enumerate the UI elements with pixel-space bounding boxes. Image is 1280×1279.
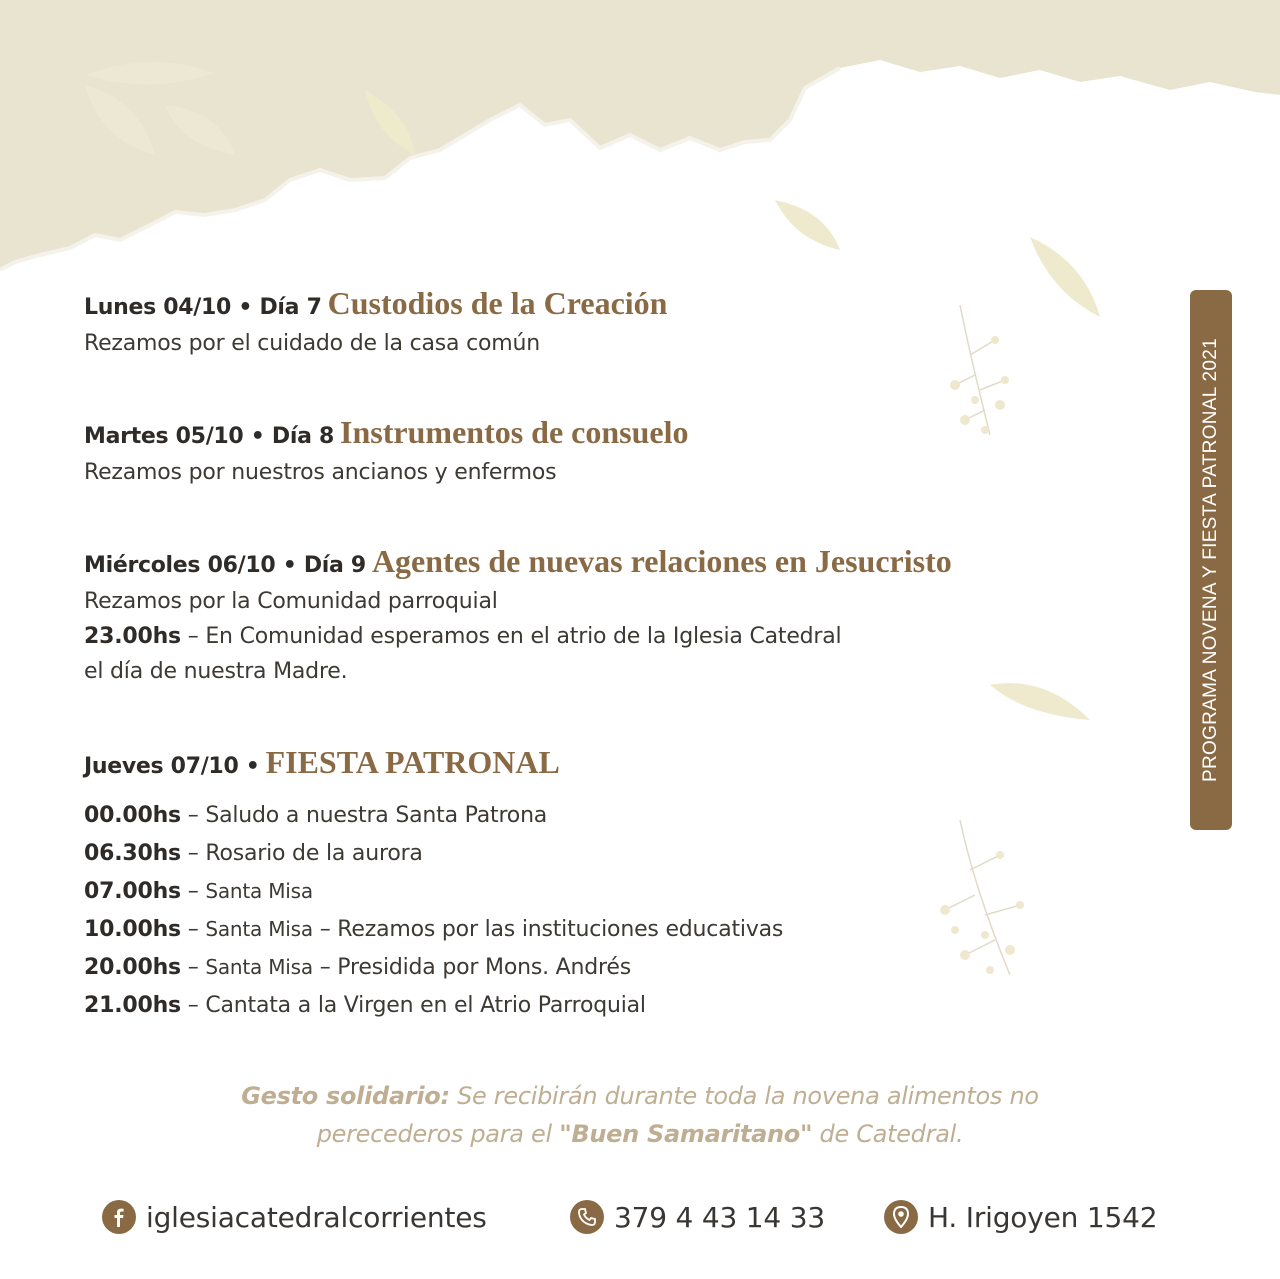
schedule-text: Saludo a nuestra Santa Patrona <box>205 803 548 828</box>
fiesta-title: FIESTA PATRONAL <box>265 744 560 780</box>
day-block-7 <box>84 287 667 355</box>
schedule-mass: Santa Misa <box>205 917 313 941</box>
gesto-solidario-note <box>0 1077 1280 1153</box>
gesto-text: de Catedral. <box>812 1120 964 1148</box>
phone-contact[interactable] <box>570 1196 825 1238</box>
fiesta-schedule <box>84 803 783 1031</box>
event-text: – En Comunidad esperamos en el atrio de la Iglesia Catedral <box>180 624 842 649</box>
leaf-decoration-icon <box>160 100 240 160</box>
address-contact[interactable] <box>884 1196 1157 1238</box>
day-theme: Instrumentos de consuelo <box>340 414 689 450</box>
schedule-time: 07.00hs <box>84 879 181 904</box>
facebook-handle: iglesiacatedralcorrientes <box>146 1200 487 1234</box>
schedule-row <box>84 955 783 993</box>
footer-contacts <box>0 1196 1280 1238</box>
gesto-line-1 <box>0 1077 1280 1115</box>
event-line <box>84 626 952 648</box>
schedule-row <box>84 879 783 917</box>
side-title-tab <box>1190 290 1232 830</box>
schedule-separator: – <box>180 879 206 904</box>
day-block-8 <box>84 416 689 484</box>
leaf-decoration-icon <box>80 80 160 160</box>
schedule-mass: Santa Misa <box>205 955 313 979</box>
schedule-time: 21.00hs <box>84 993 181 1018</box>
day-theme: Custodios de la Creación <box>327 285 668 321</box>
schedule-text: Rosario de la aurora <box>205 841 423 866</box>
schedule-row <box>84 803 783 841</box>
day-block-9 <box>84 545 952 683</box>
day-label: Miércoles 06/10 • Día 9 <box>84 553 366 578</box>
schedule-text: Cantata a la Virgen en el Atrio Parroquial <box>205 993 646 1018</box>
day-theme: Agentes de nuevas relaciones en Jesucristo <box>371 543 952 579</box>
address-text: H. Irigoyen 1542 <box>928 1200 1158 1234</box>
day-label: Martes 05/10 • Día 8 <box>84 424 335 449</box>
schedule-row <box>84 841 783 879</box>
location-pin-icon <box>884 1200 918 1234</box>
schedule-time: 00.00hs <box>84 803 181 828</box>
schedule-time: 20.00hs <box>84 955 181 980</box>
flower-sprig-icon <box>940 295 1020 445</box>
phone-icon <box>570 1200 604 1234</box>
gesto-text: perecederos para el <box>316 1120 560 1148</box>
schedule-row <box>84 917 783 955</box>
day-label: Lunes 04/10 • Día 7 <box>84 295 322 320</box>
facebook-icon <box>102 1200 136 1234</box>
schedule-text: – Rezamos por las instituciones educativas <box>312 917 784 942</box>
schedule-mass: Santa Misa <box>205 879 313 903</box>
day-label: Jueves 07/10 • <box>84 754 260 779</box>
side-title-text: PROGRAMA NOVENA Y FIESTA PATRONAL 2021 <box>1200 338 1221 782</box>
schedule-separator: – <box>180 803 206 828</box>
leaf-decoration-icon <box>1025 232 1105 322</box>
gesto-text: Se recibirán durante toda la novena alimentos no <box>449 1082 1039 1110</box>
leaf-decoration-icon <box>360 85 420 160</box>
gesto-heading: Gesto solidario: <box>241 1082 450 1110</box>
schedule-separator: – <box>180 993 206 1018</box>
schedule-separator: – <box>180 955 206 980</box>
fiesta-patronal-header <box>84 746 560 778</box>
gesto-line-2 <box>0 1115 1280 1153</box>
leaf-decoration-icon <box>985 675 1095 725</box>
schedule-row <box>84 993 783 1031</box>
leaf-decoration-icon <box>770 195 845 255</box>
schedule-separator: – <box>180 841 206 866</box>
schedule-time: 06.30hs <box>84 841 181 866</box>
schedule-text: – Presidida por Mons. Andrés <box>312 955 631 980</box>
day-description: Rezamos por la Comunidad parroquial <box>84 589 498 614</box>
flower-sprig-icon <box>930 810 1040 985</box>
event-text-continued: el día de nuestra Madre. <box>84 659 348 684</box>
phone-number: 379 4 43 14 33 <box>614 1200 825 1234</box>
schedule-time: 10.00hs <box>84 917 181 942</box>
facebook-contact[interactable] <box>102 1196 487 1238</box>
gesto-highlight: "Buen Samaritano" <box>559 1120 813 1148</box>
day-description: Rezamos por nuestros ancianos y enfermos <box>84 460 557 485</box>
schedule-separator: – <box>180 917 206 942</box>
day-description: Rezamos por el cuidado de la casa común <box>84 331 540 356</box>
event-time: 23.00hs <box>84 624 181 649</box>
